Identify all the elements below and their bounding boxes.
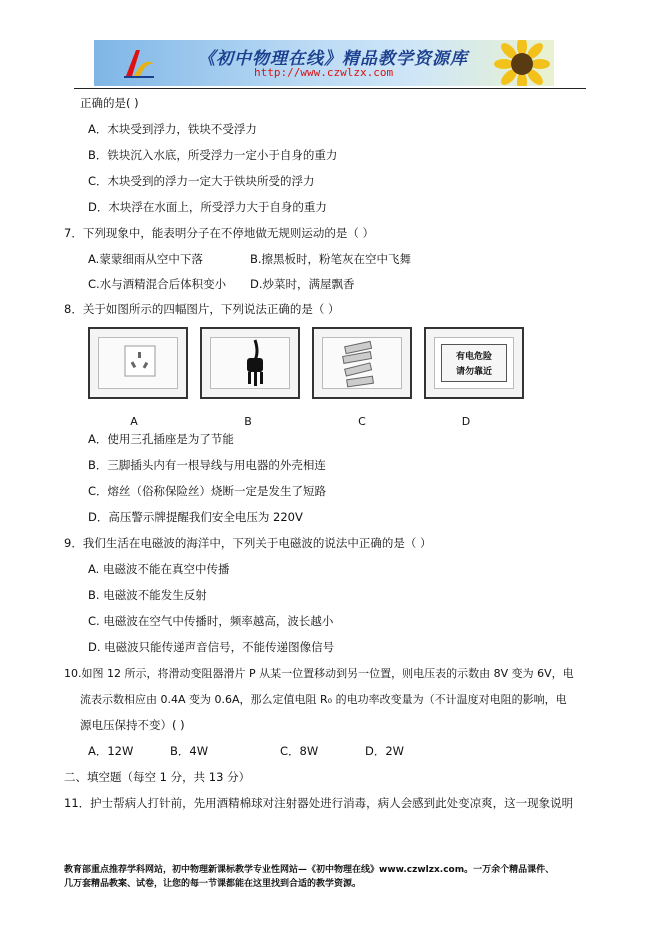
q8-option-b: B．三脚插头内有一根导线与用电器的外壳相连 (88, 458, 326, 472)
header-banner (94, 40, 554, 86)
fuse-icon (323, 338, 405, 392)
q10-stem-line3: 源电压保持不变）( ) (80, 718, 185, 732)
q10-option-b: B．4W (170, 744, 209, 758)
q9-option-a: A. 电磁波不能在真空中传播 (88, 562, 230, 576)
figure-a (88, 327, 188, 399)
q11-stem: 11．护士帮病人打针前，先用酒精棉球对注射器处进行消毒，病人会感到此处变凉爽，这一现象说明 (64, 796, 574, 810)
footer-line2: 几万套精品教案、试卷，让您的每一节课都能在这里找到合适的教学资源。 (64, 879, 362, 889)
q8-stem: 8．关于如图所示的四幅图片，下列说法正确的是（ ） (64, 302, 340, 316)
q7-stem: 7．下列现象中，能表明分子在不停地做无规则运动的是（ ） (64, 226, 374, 240)
q6-option-b: B．铁块沉入水底，所受浮力一定小于自身的重力 (88, 148, 338, 162)
figure-label-c: C (358, 415, 366, 428)
figure-label-a: A (130, 415, 138, 428)
q6-stem-cont: 正确的是( ) (80, 96, 139, 110)
q10-option-a: A．12W (88, 744, 134, 758)
q6-option-d: D．木块浮在水面上，所受浮力大于自身的重力 (88, 200, 327, 214)
q7-option-d: D.炒菜时，满屋飘香 (250, 277, 355, 291)
q9-option-c: C. 电磁波在空气中传播时，频率越高，波长越小 (88, 614, 334, 628)
figure-label-b: B (244, 415, 252, 428)
q9-option-b: B. 电磁波不能发生反射 (88, 588, 207, 602)
figure-d (424, 327, 524, 399)
figure-c (312, 327, 412, 399)
q7-option-a: A.蒙蒙细雨从空中下落 (88, 252, 203, 266)
q10-option-c: C．8W (280, 744, 319, 758)
header-rule (74, 88, 586, 89)
section-2-heading: 二、填空题（每空 1 分，共 13 分） (64, 770, 251, 784)
q6-option-c: C．木块受到的浮力一定大于铁块所受的浮力 (88, 174, 315, 188)
warning-sign-line1: 有电危险 (455, 352, 492, 362)
q8-option-a: A．使用三孔插座是为了节能 (88, 432, 234, 446)
q9-stem: 9．我们生活在电磁波的海洋中，下列关于电磁波的说法中正确的是（ ） (64, 536, 432, 550)
q9-option-d: D. 电磁波只能传递声音信号，不能传递图像信号 (88, 640, 335, 654)
socket-icon (99, 338, 181, 392)
q8-option-d: D．高压警示牌提醒我们安全电压为 220V (88, 510, 303, 524)
q10-stem-line1: 10.如图 12 所示，将滑动变阻器滑片 P 从某一位置移动到另一位置，则电压表的示数由 8V 变为 6V，电 (64, 667, 574, 680)
figure-b (200, 327, 300, 399)
q8-option-c: C．熔丝（俗称保险丝）烧断一定是发生了短路 (88, 484, 327, 498)
banner-url[interactable]: http://www.czwlzx.com (254, 66, 394, 79)
q6-option-a: A．木块受到浮力，铁块不受浮力 (88, 122, 257, 136)
q10-option-d: D．2W (365, 744, 405, 758)
warning-sign-line2: 请勿靠近 (455, 367, 492, 377)
footer-line1: 教育部重点推荐学科网站，初中物理新课标教学专业性网站—《初中物理在线》www.czwlzx.com。一万余个精品课件、 (64, 865, 555, 875)
q7-option-b: B.擦黑板时，粉笔灰在空中飞舞 (250, 252, 412, 266)
plug-icon (211, 338, 293, 392)
sunflower-icon (494, 40, 550, 86)
q8-figures (88, 327, 528, 428)
banner-title: 《初中物理在线》精品教学资源库 (198, 49, 468, 69)
logo-icon (122, 46, 156, 80)
q10-stem-line2: 流表示数相应由 0.4A 变为 0.6A，那么定值电阻 R₀ 的电功率改变量为（不计温度对电阻的影响，电 (80, 693, 567, 706)
q7-option-c: C.水与酒精混合后体积变小 (88, 277, 227, 291)
figure-label-d: D (461, 415, 471, 428)
